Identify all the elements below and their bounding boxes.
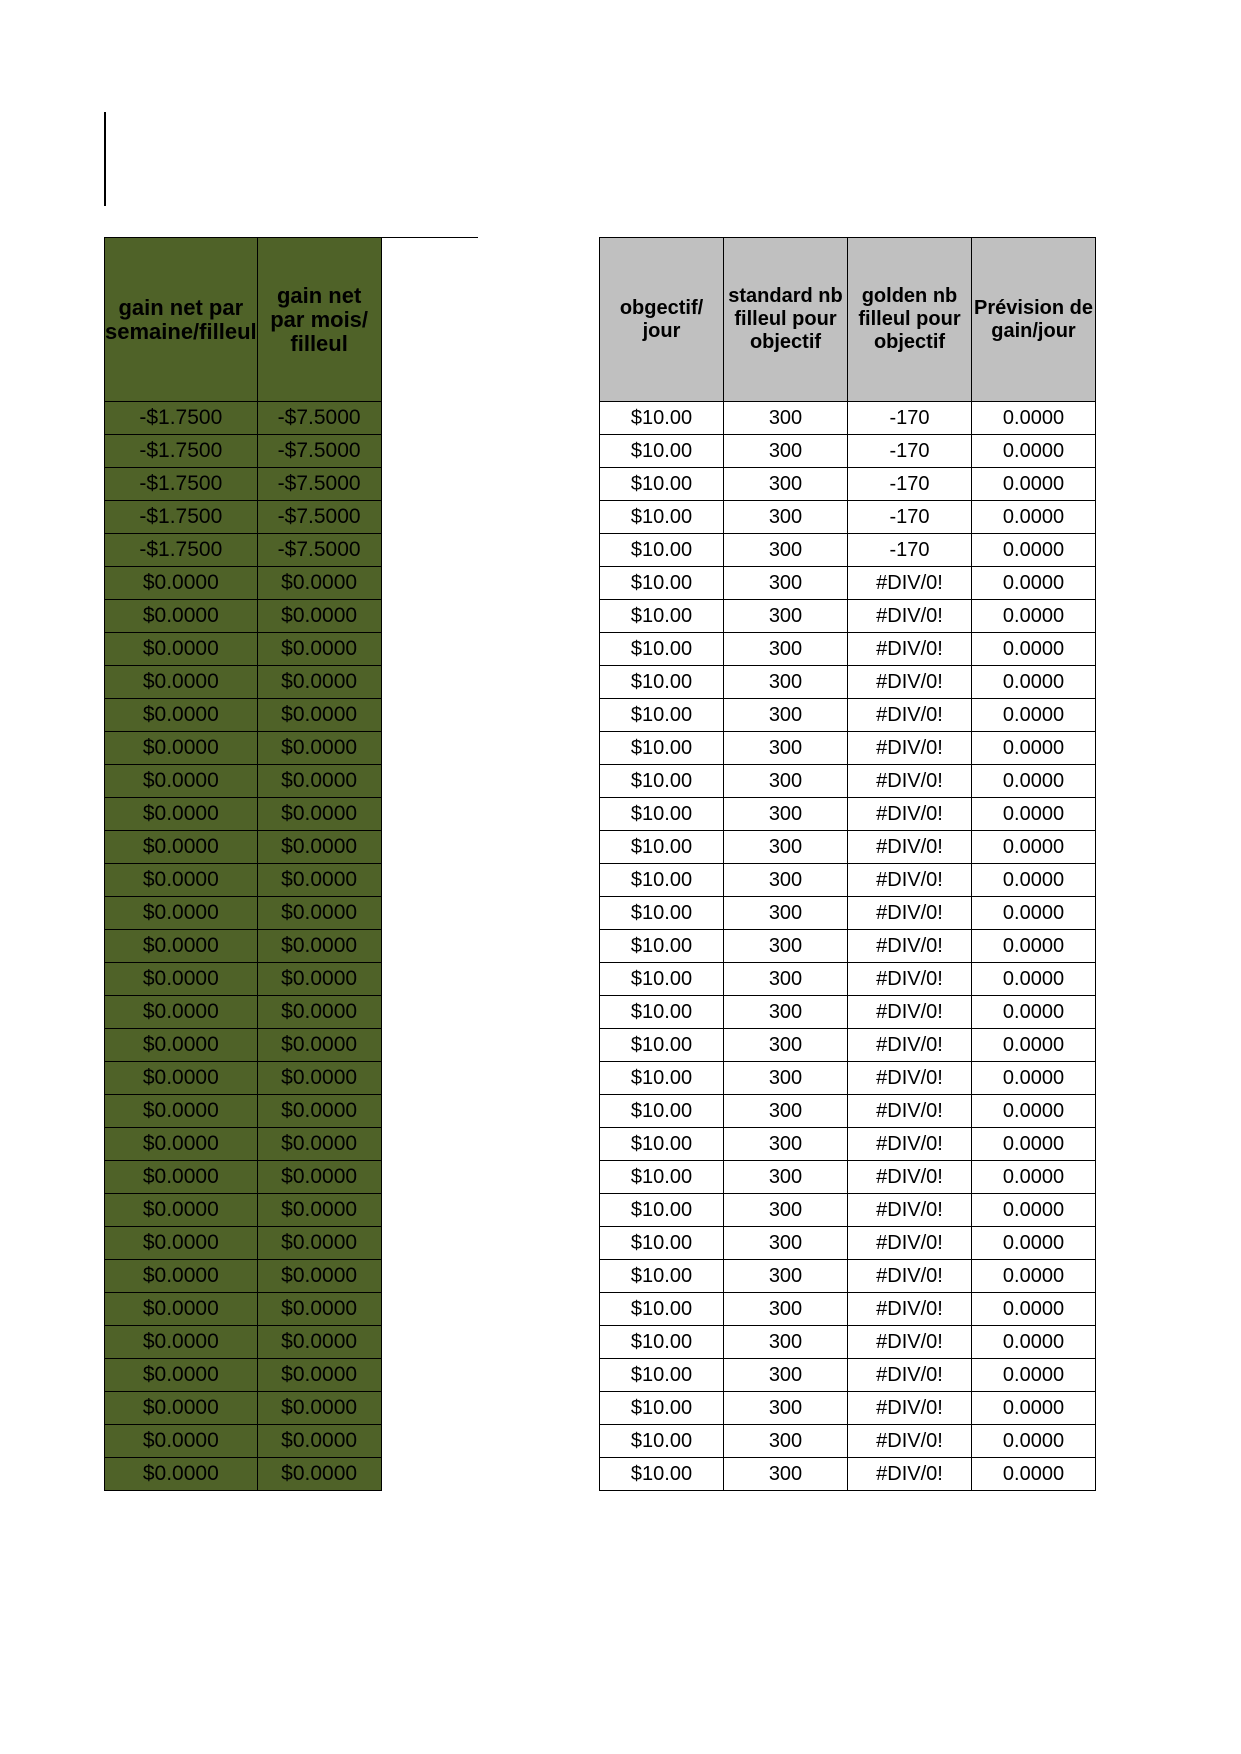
cell-golden-nb: #DIV/0!	[848, 1062, 972, 1095]
table-row	[600, 930, 1096, 963]
cell-objectif-jour: $10.00	[600, 732, 724, 765]
cell-objectif-jour: $10.00	[600, 897, 724, 930]
cell-prevision-gain: 0.0000	[972, 996, 1096, 1029]
table-row	[600, 1392, 1096, 1425]
header-objectif-jour: obgectif/ jour	[600, 238, 724, 402]
cell-prevision-gain: 0.0000	[972, 732, 1096, 765]
table-row	[600, 633, 1096, 666]
cell-objectif-jour: $10.00	[600, 930, 724, 963]
table-row	[600, 732, 1096, 765]
cell-gain-semaine: $0.0000	[105, 699, 258, 732]
table-row	[105, 666, 382, 699]
cell-gain-semaine: $0.0000	[105, 567, 258, 600]
cell-gain-mois: $0.0000	[257, 765, 381, 798]
cell-objectif-jour: $10.00	[600, 1326, 724, 1359]
cell-objectif-jour: $10.00	[600, 1194, 724, 1227]
cell-gain-mois: -$7.5000	[257, 501, 381, 534]
cell-gain-mois: $0.0000	[257, 633, 381, 666]
cell-golden-nb: #DIV/0!	[848, 1227, 972, 1260]
cell-prevision-gain: 0.0000	[972, 666, 1096, 699]
cell-gain-mois: -$7.5000	[257, 468, 381, 501]
table-row	[105, 1326, 382, 1359]
table-row	[600, 897, 1096, 930]
cell-gain-mois: $0.0000	[257, 1326, 381, 1359]
cell-prevision-gain: 0.0000	[972, 831, 1096, 864]
cell-golden-nb: #DIV/0!	[848, 1128, 972, 1161]
cell-standard-nb: 300	[724, 501, 848, 534]
cell-standard-nb: 300	[724, 765, 848, 798]
cell-gain-semaine: $0.0000	[105, 1128, 258, 1161]
cell-gain-semaine: $0.0000	[105, 1392, 258, 1425]
cell-gain-semaine: $0.0000	[105, 1194, 258, 1227]
table-row	[105, 963, 382, 996]
cell-golden-nb: #DIV/0!	[848, 666, 972, 699]
cell-standard-nb: 300	[724, 1128, 848, 1161]
cell-objectif-jour: $10.00	[600, 1425, 724, 1458]
cell-golden-nb: #DIV/0!	[848, 897, 972, 930]
header-prevision-gain: Prévision de gain/jour	[972, 238, 1096, 402]
cell-standard-nb: 300	[724, 1095, 848, 1128]
cell-standard-nb: 300	[724, 1293, 848, 1326]
table-row	[600, 864, 1096, 897]
cell-gain-mois: $0.0000	[257, 996, 381, 1029]
cell-prevision-gain: 0.0000	[972, 1458, 1096, 1491]
cell-standard-nb: 300	[724, 699, 848, 732]
cell-golden-nb: #DIV/0!	[848, 963, 972, 996]
table-row	[600, 402, 1096, 435]
table-row	[105, 600, 382, 633]
cell-gain-mois: $0.0000	[257, 831, 381, 864]
cell-standard-nb: 300	[724, 468, 848, 501]
table-row	[600, 666, 1096, 699]
table-row	[600, 567, 1096, 600]
cell-prevision-gain: 0.0000	[972, 1392, 1096, 1425]
cell-gain-semaine: $0.0000	[105, 1095, 258, 1128]
cell-gain-semaine: $0.0000	[105, 831, 258, 864]
cell-standard-nb: 300	[724, 534, 848, 567]
cell-gain-semaine: $0.0000	[105, 1425, 258, 1458]
cell-objectif-jour: $10.00	[600, 501, 724, 534]
cell-golden-nb: #DIV/0!	[848, 1326, 972, 1359]
cell-prevision-gain: 0.0000	[972, 1326, 1096, 1359]
cell-objectif-jour: $10.00	[600, 402, 724, 435]
cell-gain-mois: $0.0000	[257, 864, 381, 897]
cell-gain-semaine: $0.0000	[105, 897, 258, 930]
table-row	[105, 435, 382, 468]
table-row	[600, 1326, 1096, 1359]
cell-objectif-jour: $10.00	[600, 1458, 724, 1491]
cell-gain-semaine: $0.0000	[105, 798, 258, 831]
cell-objectif-jour: $10.00	[600, 1260, 724, 1293]
cell-objectif-jour: $10.00	[600, 534, 724, 567]
table-row	[600, 1458, 1096, 1491]
cell-prevision-gain: 0.0000	[972, 1260, 1096, 1293]
table-row	[105, 1260, 382, 1293]
cell-standard-nb: 300	[724, 1194, 848, 1227]
table-row	[105, 765, 382, 798]
cell-golden-nb: #DIV/0!	[848, 1458, 972, 1491]
cell-prevision-gain: 0.0000	[972, 402, 1096, 435]
cell-golden-nb: #DIV/0!	[848, 732, 972, 765]
cell-golden-nb: #DIV/0!	[848, 1293, 972, 1326]
cell-gain-semaine: $0.0000	[105, 600, 258, 633]
cell-prevision-gain: 0.0000	[972, 1425, 1096, 1458]
cell-prevision-gain: 0.0000	[972, 699, 1096, 732]
cell-prevision-gain: 0.0000	[972, 435, 1096, 468]
cell-prevision-gain: 0.0000	[972, 534, 1096, 567]
cell-prevision-gain: 0.0000	[972, 1095, 1096, 1128]
cell-prevision-gain: 0.0000	[972, 963, 1096, 996]
table-row	[600, 1095, 1096, 1128]
cell-gain-mois: $0.0000	[257, 1095, 381, 1128]
cell-standard-nb: 300	[724, 831, 848, 864]
cell-gain-mois: $0.0000	[257, 798, 381, 831]
table-row	[105, 402, 382, 435]
cell-objectif-jour: $10.00	[600, 831, 724, 864]
header-gain-net-par-mois: gain net par mois/ filleul	[257, 238, 381, 402]
header-standard-nb-filleul: standard nb filleul pour objectif	[724, 238, 848, 402]
cell-gain-mois: $0.0000	[257, 567, 381, 600]
cell-gain-semaine: $0.0000	[105, 930, 258, 963]
table-row	[105, 1029, 382, 1062]
table-row	[105, 1194, 382, 1227]
cell-golden-nb: #DIV/0!	[848, 1161, 972, 1194]
cell-gain-semaine: -$1.7500	[105, 501, 258, 534]
table-row	[600, 1260, 1096, 1293]
cell-gain-mois: $0.0000	[257, 1227, 381, 1260]
cell-golden-nb: #DIV/0!	[848, 633, 972, 666]
cell-prevision-gain: 0.0000	[972, 864, 1096, 897]
cell-gain-semaine: $0.0000	[105, 633, 258, 666]
cell-objectif-jour: $10.00	[600, 435, 724, 468]
cell-objectif-jour: $10.00	[600, 468, 724, 501]
table-row	[600, 1359, 1096, 1392]
cell-golden-nb: #DIV/0!	[848, 1392, 972, 1425]
table-row	[600, 1227, 1096, 1260]
cell-standard-nb: 300	[724, 963, 848, 996]
cell-prevision-gain: 0.0000	[972, 1194, 1096, 1227]
cell-gain-semaine: $0.0000	[105, 732, 258, 765]
cell-objectif-jour: $10.00	[600, 633, 724, 666]
cell-gain-semaine: $0.0000	[105, 1029, 258, 1062]
cell-objectif-jour: $10.00	[600, 798, 724, 831]
cell-standard-nb: 300	[724, 1029, 848, 1062]
cell-objectif-jour: $10.00	[600, 765, 724, 798]
table-row	[105, 831, 382, 864]
header-gain-net-par-semaine: gain net par semaine/filleul	[105, 238, 258, 402]
cell-gain-semaine: $0.0000	[105, 1458, 258, 1491]
cell-gain-mois: $0.0000	[257, 1062, 381, 1095]
cell-gain-mois: $0.0000	[257, 897, 381, 930]
cell-gain-mois: $0.0000	[257, 1359, 381, 1392]
cell-standard-nb: 300	[724, 666, 848, 699]
cell-standard-nb: 300	[724, 633, 848, 666]
table-row	[600, 996, 1096, 1029]
cell-gain-mois: $0.0000	[257, 1260, 381, 1293]
cell-gain-mois: $0.0000	[257, 930, 381, 963]
cell-standard-nb: 300	[724, 1161, 848, 1194]
cell-standard-nb: 300	[724, 798, 848, 831]
cell-objectif-jour: $10.00	[600, 699, 724, 732]
table-row	[600, 534, 1096, 567]
cell-objectif-jour: $10.00	[600, 1227, 724, 1260]
table-row	[600, 798, 1096, 831]
cell-standard-nb: 300	[724, 567, 848, 600]
table-row	[600, 600, 1096, 633]
cell-gain-semaine: $0.0000	[105, 765, 258, 798]
cell-golden-nb: -170	[848, 501, 972, 534]
net-gain-table-body	[105, 402, 382, 1491]
table-row	[600, 699, 1096, 732]
cell-standard-nb: 300	[724, 1062, 848, 1095]
cell-gain-mois: -$7.5000	[257, 534, 381, 567]
cell-standard-nb: 300	[724, 402, 848, 435]
cell-objectif-jour: $10.00	[600, 1392, 724, 1425]
table-header-row	[105, 238, 382, 402]
cell-gain-semaine: -$1.7500	[105, 402, 258, 435]
cell-standard-nb: 300	[724, 1326, 848, 1359]
table-row	[105, 1359, 382, 1392]
cell-golden-nb: #DIV/0!	[848, 765, 972, 798]
cell-gain-mois: $0.0000	[257, 1194, 381, 1227]
cell-golden-nb: -170	[848, 402, 972, 435]
cell-gain-semaine: $0.0000	[105, 666, 258, 699]
cell-objectif-jour: $10.00	[600, 1293, 724, 1326]
table-row	[600, 831, 1096, 864]
cell-golden-nb: #DIV/0!	[848, 1194, 972, 1227]
cell-prevision-gain: 0.0000	[972, 1359, 1096, 1392]
cell-golden-nb: #DIV/0!	[848, 1095, 972, 1128]
cell-objectif-jour: $10.00	[600, 1359, 724, 1392]
cell-prevision-gain: 0.0000	[972, 567, 1096, 600]
cell-gain-mois: -$7.5000	[257, 435, 381, 468]
cell-golden-nb: -170	[848, 468, 972, 501]
cell-golden-nb: #DIV/0!	[848, 1260, 972, 1293]
cell-prevision-gain: 0.0000	[972, 501, 1096, 534]
cell-prevision-gain: 0.0000	[972, 897, 1096, 930]
cell-gain-mois: $0.0000	[257, 1392, 381, 1425]
cell-standard-nb: 300	[724, 1227, 848, 1260]
cell-gain-semaine: $0.0000	[105, 963, 258, 996]
cell-prevision-gain: 0.0000	[972, 1128, 1096, 1161]
table-row	[105, 864, 382, 897]
cell-golden-nb: #DIV/0!	[848, 1029, 972, 1062]
cell-prevision-gain: 0.0000	[972, 633, 1096, 666]
cell-prevision-gain: 0.0000	[972, 930, 1096, 963]
cell-gain-mois: $0.0000	[257, 666, 381, 699]
cell-prevision-gain: 0.0000	[972, 1227, 1096, 1260]
table-row	[600, 501, 1096, 534]
table-row	[600, 765, 1096, 798]
table-row	[105, 1425, 382, 1458]
cell-standard-nb: 300	[724, 1260, 848, 1293]
table-row	[105, 930, 382, 963]
cell-standard-nb: 300	[724, 864, 848, 897]
cell-gain-semaine: $0.0000	[105, 864, 258, 897]
table-row	[600, 1194, 1096, 1227]
table-row	[105, 534, 382, 567]
cell-golden-nb: #DIV/0!	[848, 699, 972, 732]
cell-prevision-gain: 0.0000	[972, 1293, 1096, 1326]
objective-table	[599, 237, 1096, 1491]
cell-objectif-jour: $10.00	[600, 1128, 724, 1161]
cell-golden-nb: -170	[848, 435, 972, 468]
table-row	[600, 435, 1096, 468]
table-row	[105, 633, 382, 666]
cell-objectif-jour: $10.00	[600, 1095, 724, 1128]
cell-standard-nb: 300	[724, 732, 848, 765]
cell-standard-nb: 300	[724, 1458, 848, 1491]
table-row	[105, 1128, 382, 1161]
cell-golden-nb: #DIV/0!	[848, 1425, 972, 1458]
cell-gain-semaine: $0.0000	[105, 1260, 258, 1293]
table-row	[105, 699, 382, 732]
table-row	[600, 468, 1096, 501]
cell-gain-mois: $0.0000	[257, 1458, 381, 1491]
cell-gain-mois: $0.0000	[257, 1293, 381, 1326]
cell-golden-nb: #DIV/0!	[848, 567, 972, 600]
cell-gain-semaine: -$1.7500	[105, 468, 258, 501]
table-row	[105, 1458, 382, 1491]
cell-prevision-gain: 0.0000	[972, 765, 1096, 798]
cell-objectif-jour: $10.00	[600, 666, 724, 699]
table-row	[600, 963, 1096, 996]
cell-gain-semaine: $0.0000	[105, 1227, 258, 1260]
header-golden-nb-filleul: golden nb filleul pour objectif	[848, 238, 972, 402]
cell-gain-mois: $0.0000	[257, 732, 381, 765]
table-row	[600, 1029, 1096, 1062]
cell-prevision-gain: 0.0000	[972, 1161, 1096, 1194]
table-row	[105, 501, 382, 534]
table-row	[105, 897, 382, 930]
cell-gain-semaine: $0.0000	[105, 1293, 258, 1326]
cell-golden-nb: #DIV/0!	[848, 798, 972, 831]
table-row	[105, 1062, 382, 1095]
cell-gain-mois: $0.0000	[257, 1161, 381, 1194]
cell-objectif-jour: $10.00	[600, 1161, 724, 1194]
cell-standard-nb: 300	[724, 600, 848, 633]
cell-gain-semaine: -$1.7500	[105, 435, 258, 468]
cell-golden-nb: #DIV/0!	[848, 864, 972, 897]
cell-prevision-gain: 0.0000	[972, 1029, 1096, 1062]
cell-standard-nb: 300	[724, 1392, 848, 1425]
objective-table-body	[600, 402, 1096, 1491]
table-row	[600, 1062, 1096, 1095]
cell-objectif-jour: $10.00	[600, 1062, 724, 1095]
cell-gain-mois: $0.0000	[257, 1425, 381, 1458]
cell-golden-nb: #DIV/0!	[848, 831, 972, 864]
cell-standard-nb: 300	[724, 930, 848, 963]
cell-prevision-gain: 0.0000	[972, 600, 1096, 633]
cell-gain-mois: $0.0000	[257, 1128, 381, 1161]
table-row	[105, 1293, 382, 1326]
cell-gain-semaine: $0.0000	[105, 1161, 258, 1194]
cell-gain-mois: $0.0000	[257, 1029, 381, 1062]
cell-golden-nb: #DIV/0!	[848, 930, 972, 963]
cell-standard-nb: 300	[724, 1425, 848, 1458]
cell-standard-nb: 300	[724, 435, 848, 468]
cell-gain-mois: $0.0000	[257, 600, 381, 633]
table-row	[105, 468, 382, 501]
cell-objectif-jour: $10.00	[600, 1029, 724, 1062]
cell-standard-nb: 300	[724, 996, 848, 1029]
cell-standard-nb: 300	[724, 897, 848, 930]
table-row	[600, 1293, 1096, 1326]
cell-gain-semaine: $0.0000	[105, 996, 258, 1029]
cell-objectif-jour: $10.00	[600, 996, 724, 1029]
cell-objectif-jour: $10.00	[600, 600, 724, 633]
table-row	[105, 1161, 382, 1194]
cell-golden-nb: #DIV/0!	[848, 600, 972, 633]
cell-gain-mois: -$7.5000	[257, 402, 381, 435]
table-row	[600, 1425, 1096, 1458]
cell-objectif-jour: $10.00	[600, 963, 724, 996]
cell-border-line	[104, 112, 106, 206]
cell-gain-mois: $0.0000	[257, 699, 381, 732]
cell-objectif-jour: $10.00	[600, 864, 724, 897]
table-row	[600, 1128, 1096, 1161]
table-row	[600, 1161, 1096, 1194]
table-row	[105, 996, 382, 1029]
cell-prevision-gain: 0.0000	[972, 468, 1096, 501]
net-gain-table	[104, 237, 382, 1491]
cell-gain-semaine: $0.0000	[105, 1359, 258, 1392]
table-row	[105, 732, 382, 765]
cell-gain-semaine: -$1.7500	[105, 534, 258, 567]
cell-objectif-jour: $10.00	[600, 567, 724, 600]
table-row	[105, 1227, 382, 1260]
cell-golden-nb: #DIV/0!	[848, 1359, 972, 1392]
table-header-row	[600, 238, 1096, 402]
cell-standard-nb: 300	[724, 1359, 848, 1392]
table-row	[105, 1095, 382, 1128]
cell-gain-semaine: $0.0000	[105, 1062, 258, 1095]
cell-prevision-gain: 0.0000	[972, 1062, 1096, 1095]
cell-golden-nb: #DIV/0!	[848, 996, 972, 1029]
table-row	[105, 798, 382, 831]
cell-gain-mois: $0.0000	[257, 963, 381, 996]
table-row	[105, 1392, 382, 1425]
table-row	[105, 567, 382, 600]
cell-gain-semaine: $0.0000	[105, 1326, 258, 1359]
cell-prevision-gain: 0.0000	[972, 798, 1096, 831]
cell-golden-nb: -170	[848, 534, 972, 567]
